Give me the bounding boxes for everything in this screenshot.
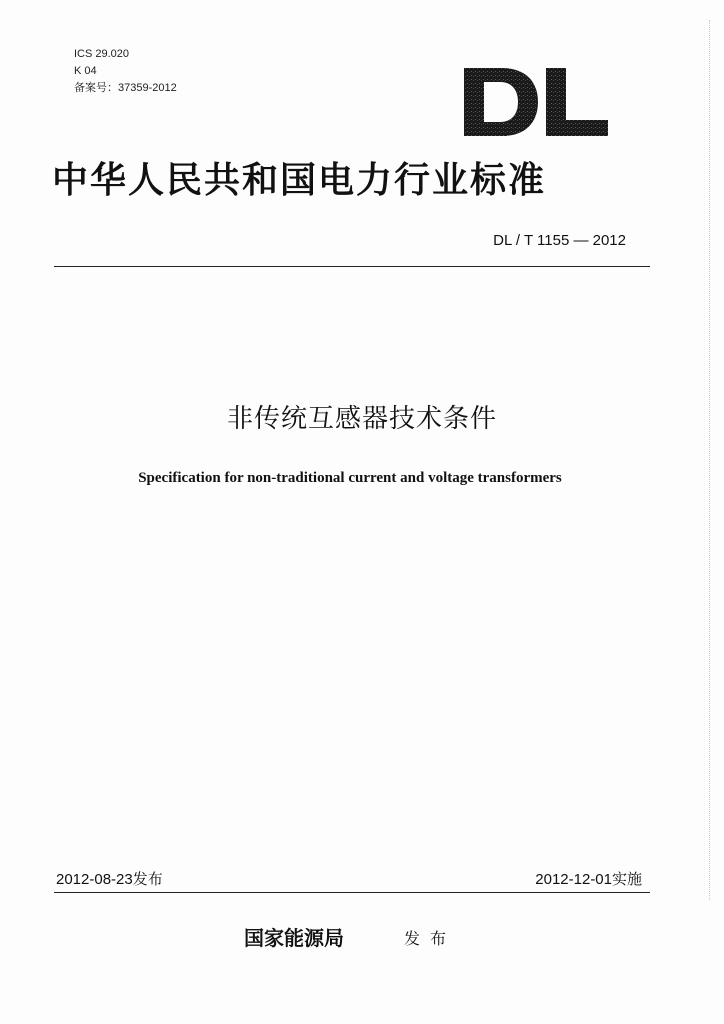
- classification-block: [74, 46, 177, 97]
- issue-date: 2012-08-23发布: [56, 871, 163, 888]
- standard-code: DL / T 1155 — 2012: [493, 232, 626, 249]
- publish-action: 发布: [404, 929, 457, 948]
- document-title-chinese: 非传统互感器技术条件: [226, 404, 497, 434]
- publisher-name: 国家能源局: [244, 926, 344, 950]
- document-title-english: Specification for non-traditional current and voltage transformers: [138, 470, 562, 486]
- standard-title: 中华人民共和国电力行业标准: [52, 159, 547, 201]
- dl-logo: [462, 66, 610, 138]
- effective-date: 2012-12-01实施: [535, 871, 642, 888]
- category-code: K 04: [74, 65, 97, 77]
- ics-code: ICS 29.020: [74, 48, 130, 60]
- scan-edge-mark: [708, 20, 710, 900]
- header-divider: [54, 266, 650, 267]
- dl-logo-graphic: [462, 66, 610, 138]
- footer-divider: [54, 892, 650, 893]
- filing-number: 备案号：37359-2012: [74, 82, 177, 94]
